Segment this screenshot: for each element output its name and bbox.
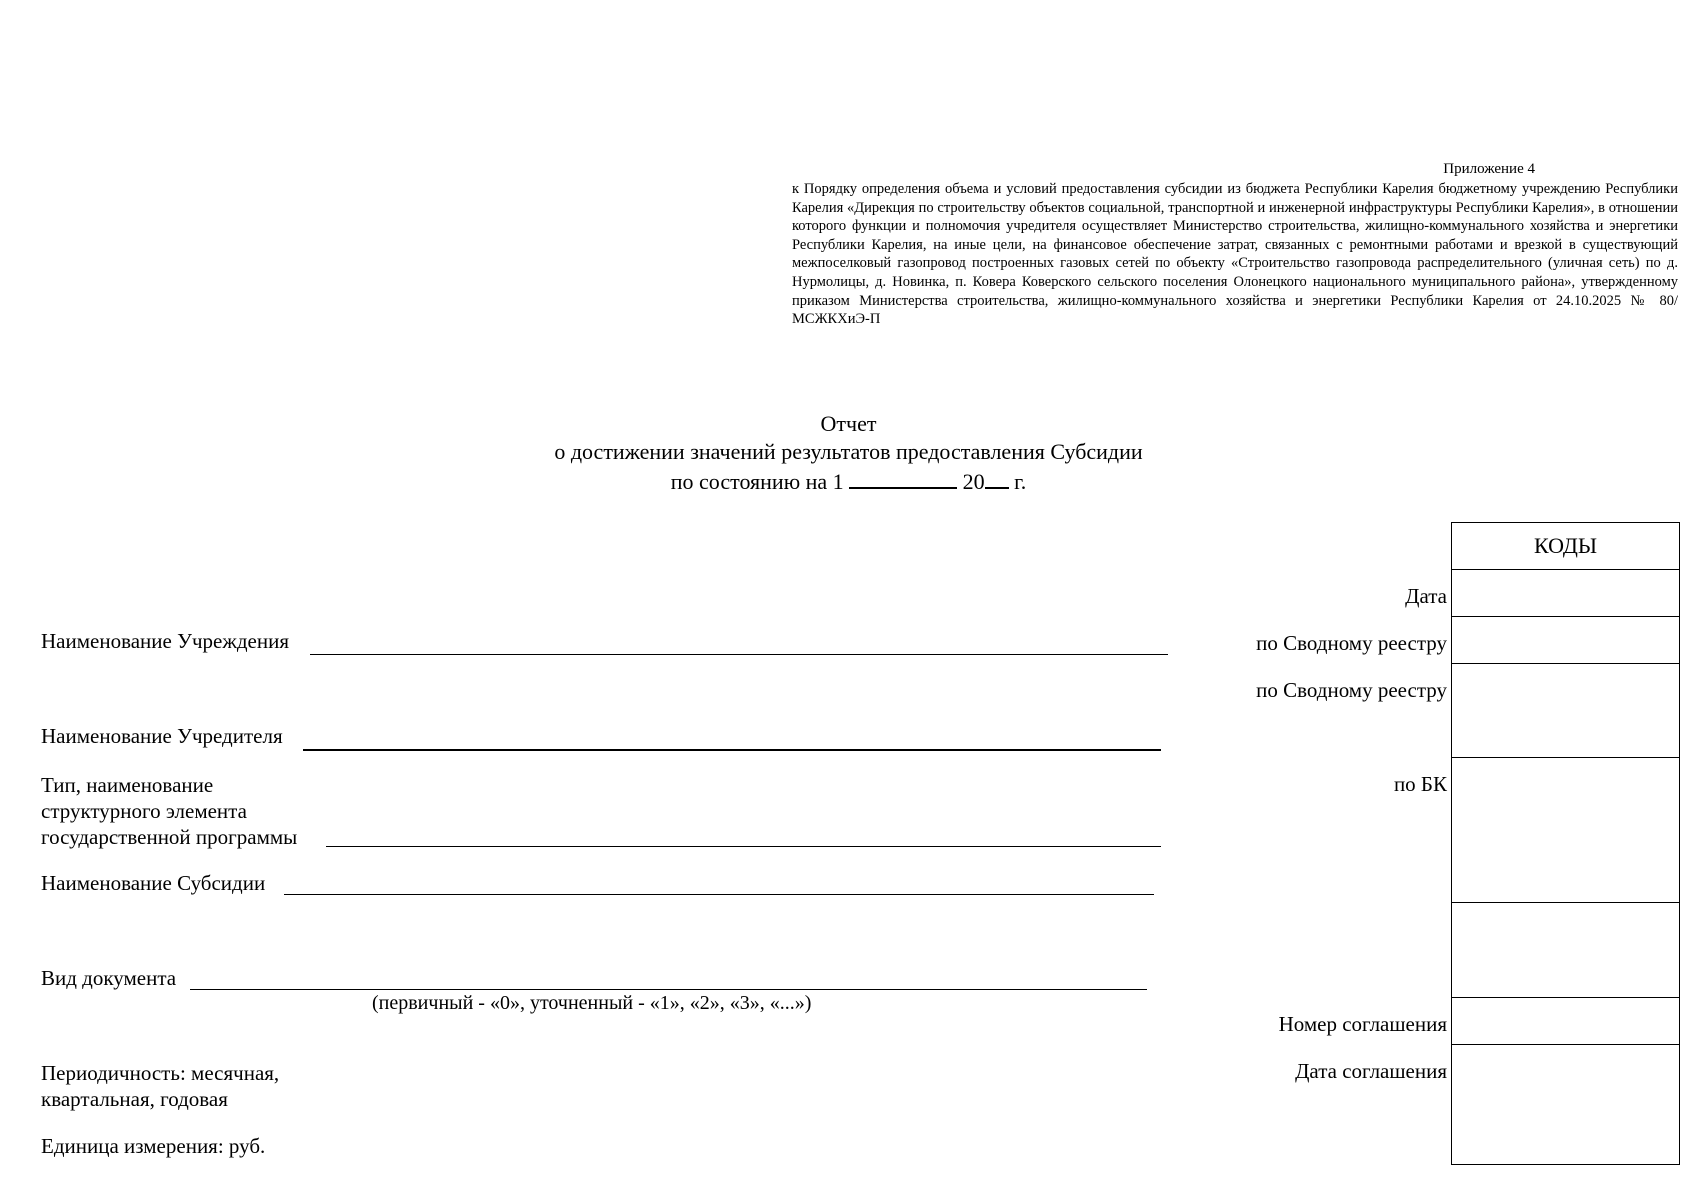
- codes-bk-cell[interactable]: [1452, 758, 1680, 903]
- codes-registry-label-1: по Сводному реестру: [1256, 631, 1447, 655]
- doc-type-label: Вид документа: [41, 966, 177, 990]
- codes-date-cell[interactable]: [1452, 570, 1680, 617]
- doc-type-hint: (первичный - «0», уточненный - «1», «2», «3», «...»): [372, 992, 812, 1014]
- codes-agreement-date-cell[interactable]: [1452, 1045, 1680, 1165]
- codes-extra-cell[interactable]: [1452, 903, 1680, 998]
- report-year-blank[interactable]: [985, 467, 1009, 489]
- report-title: Отчет: [820, 411, 877, 436]
- codes-agreement-number-label: Номер соглашения: [1278, 1012, 1447, 1036]
- founder-label: Наименование Учредителя: [41, 724, 283, 748]
- doc-type-field-line[interactable]: [190, 989, 1147, 990]
- codes-bk-label: по БК: [1393, 772, 1447, 796]
- report-date-prefix: по состоянию на 1: [670, 469, 844, 494]
- codes-agreement-number-cell[interactable]: [1452, 998, 1680, 1045]
- unit-label: Единица измерения: руб.: [41, 1134, 266, 1158]
- institution-field-line[interactable]: [310, 654, 1168, 655]
- codes-date-label: Дата: [1405, 584, 1447, 608]
- periodicity-label-line2: квартальная, годовая: [41, 1087, 228, 1111]
- program-label-line2: структурного элемента: [41, 799, 247, 823]
- report-subtitle: о достижении значений результатов предоставления Субсидии: [554, 439, 1143, 464]
- program-field-line[interactable]: [326, 846, 1161, 847]
- codes-registry-cell-2[interactable]: [1452, 664, 1680, 758]
- appendix-reference: к Порядку определения объема и условий предоставления субсидии из бюджета Республики Карелия бюджетному учреждению Республики Карелия «Дирекция по строительству объектов социальной, транспортной и инженерной инфраструктуры Республики Карелия», в отношении которого функции и полномочия учредителя осуществляет Министерство строительства, жилищно-коммунального хозяйства и энергетики Республики Карелия, на иные цели, на финансовое обеспечение затрат, связанных с ремонтными работами и врезкой в существующий межпоселковый газопровод построенных газовых сетей по объекту «Строительство газопровода распределительного (уличная сеть) по д. Нурмолицы, д. Новинка, п. Ковера Коверского сельского поселения Олонецкого национального муниципального района», утвержденному приказом Министерства строительства, жилищно-коммунального хозяйства и энергетики Республики Карелия от 24.10.2025 № 80/МСЖКХиЭ-П: [792, 181, 1678, 328]
- codes-registry-label-2: по Сводному реестру: [1256, 678, 1447, 702]
- founder-field-line[interactable]: [303, 749, 1161, 751]
- report-date-line: [0, 467, 1697, 495]
- codes-table: [1451, 522, 1680, 1165]
- report-year-suffix: г.: [1014, 469, 1027, 494]
- institution-label: Наименование Учреждения: [41, 629, 289, 653]
- report-year-prefix: 20: [962, 469, 985, 494]
- appendix-number: Приложение 4: [1443, 161, 1535, 177]
- codes-agreement-date-label: Дата соглашения: [1295, 1059, 1447, 1083]
- codes-header: КОДЫ: [1452, 523, 1680, 570]
- report-month-blank[interactable]: [849, 467, 957, 489]
- program-label-line3: государственной программы: [41, 825, 298, 849]
- subsidy-label: Наименование Субсидии: [41, 871, 266, 895]
- periodicity-label-line1: Периодичность: месячная,: [41, 1061, 280, 1085]
- program-label-line1: Тип, наименование: [41, 773, 214, 797]
- codes-registry-cell-1[interactable]: [1452, 617, 1680, 664]
- subsidy-field-line[interactable]: [284, 894, 1154, 895]
